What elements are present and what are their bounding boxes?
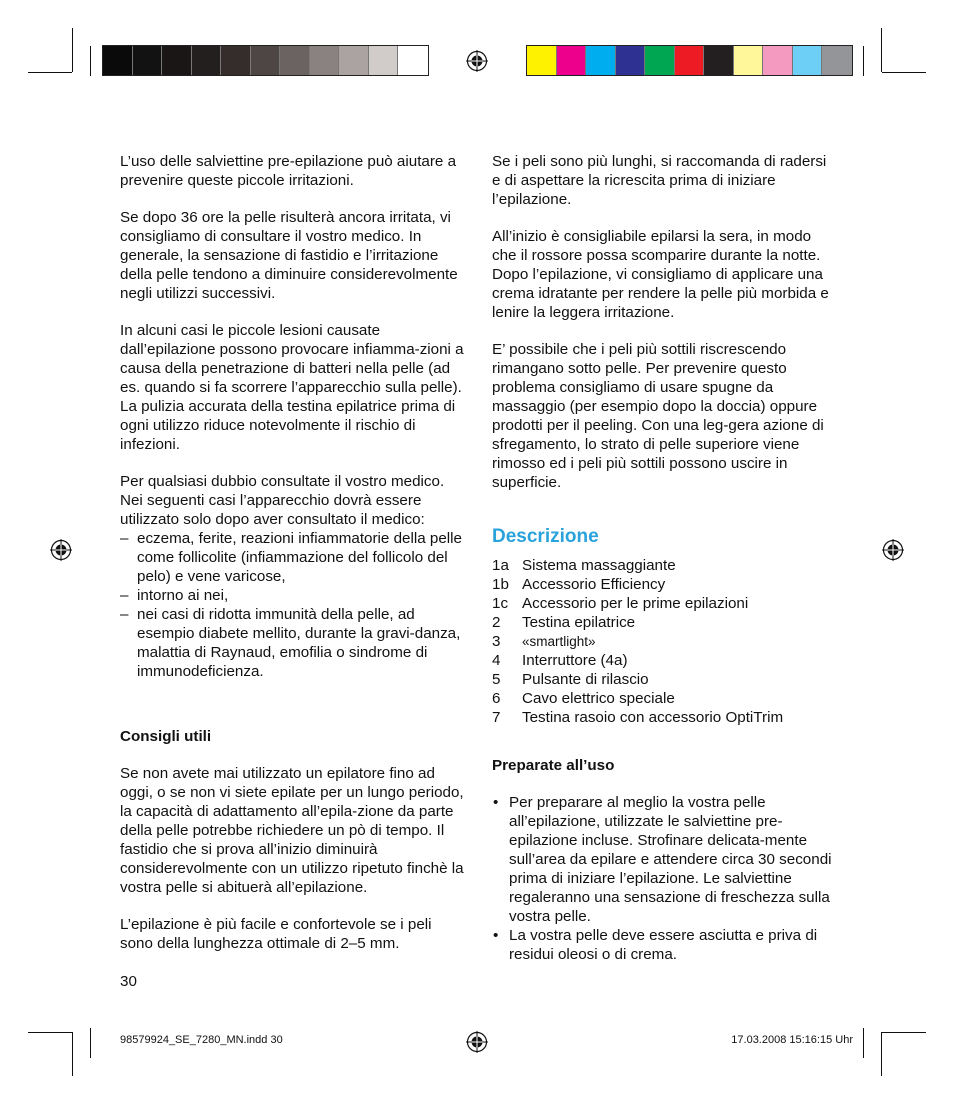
color-swatch xyxy=(398,46,428,75)
color-swatch xyxy=(527,46,557,75)
part-label: «smartlight» xyxy=(522,634,596,649)
crop-mark xyxy=(882,72,926,73)
part-number: 1a xyxy=(492,557,509,574)
part-label: Accessorio per le prime epilazioni xyxy=(522,595,749,612)
preparation-list xyxy=(492,793,837,964)
part-number: 2 xyxy=(492,614,501,631)
crop-mark xyxy=(90,1028,91,1058)
paragraph: Se non avete mai utilizzato un epilatore fino ad oggi, o se non vi siete epilate per un lungo periodo, la capacità di adattamento all’epila-zione da parte della pelle potrebbe richiedere un pò di tempo. Il fastidio che si prova all’inizio diminuirà considerevolmente con un utilizzo ripetuto finchè la vostra pelle si abituerà all’epilazione. xyxy=(120,765,464,896)
part-number: 1c xyxy=(492,595,509,612)
list-item xyxy=(492,613,837,632)
crop-mark xyxy=(881,1032,882,1076)
crop-mark xyxy=(72,28,73,72)
list-item: – nei casi di ridotta immunità della pelle, ad esempio diabete mellito, durante la gravi-danza, malattia di Raynaud, emofilia o sindrome di immunodeficienza. xyxy=(120,605,465,681)
list-item xyxy=(492,708,837,727)
color-swatch xyxy=(822,46,852,75)
right-column xyxy=(492,152,837,964)
list-item: • La vostra pelle deve essere asciutta e priva di residui oleosi o di crema. xyxy=(492,926,837,964)
parts-list xyxy=(492,556,837,727)
color-swatch xyxy=(793,46,823,75)
color-swatch xyxy=(103,46,133,75)
color-swatch xyxy=(133,46,163,75)
crop-mark xyxy=(863,46,864,76)
part-label: Sistema massaggiante xyxy=(522,557,676,574)
paragraph: Se i peli sono più lunghi, si raccomanda di radersi e di aspettare la ricrescita prima di iniziare l’epilazione. xyxy=(492,153,827,208)
part-label: Testina epilatrice xyxy=(522,614,636,631)
list-item: • Per preparare al meglio la vostra pelle all’epilazione, utilizzate le salviettine pre-epilazione incluse. Strofinare delicata-mente sull’area da epilare e attendere circa 30 secondi prima di iniziare l’epilazione. Le salviettine regaleranno una sensazione di freschezza sulla vostra pelle. xyxy=(492,793,837,926)
paragraph: L’uso delle salviettine pre-epilazione può aiutare a prevenire queste piccole irritazioni. xyxy=(120,153,457,189)
list-item xyxy=(492,556,837,575)
part-label: Pulsante di rilascio xyxy=(522,671,649,688)
crop-mark xyxy=(863,1028,864,1058)
part-number: 4 xyxy=(492,652,501,669)
color-swatch xyxy=(557,46,587,75)
registration-mark-icon xyxy=(466,1031,488,1053)
color-swatch xyxy=(251,46,281,75)
color-swatch xyxy=(162,46,192,75)
part-label: Testina rasoio con accessorio OptiTrim xyxy=(522,709,784,726)
list-item xyxy=(492,670,837,689)
crop-mark xyxy=(881,28,882,72)
crop-mark xyxy=(28,72,72,73)
registration-mark-icon xyxy=(466,50,488,72)
crop-mark xyxy=(28,1032,72,1033)
paragraph: All’inizio è consigliabile epilarsi la sera, in modo che il rossore possa scomparire durante la notte. Dopo l’epilazione, vi consigliamo di applicare una crema idratante per rendere la pelle più morbida e lenire la leggera irritazione. xyxy=(492,228,829,321)
left-column xyxy=(120,152,465,971)
footer-filename: 98579924_SE_7280_MN.indd 30 xyxy=(120,1034,283,1046)
color-swatch xyxy=(616,46,646,75)
subheading-preparation: Preparate all’uso xyxy=(492,757,615,774)
list-item xyxy=(492,632,837,651)
section-title: Descrizione xyxy=(492,526,599,547)
color-swatch xyxy=(675,46,705,75)
color-swatch xyxy=(734,46,764,75)
color-swatch xyxy=(645,46,675,75)
color-swatch xyxy=(280,46,310,75)
crop-mark xyxy=(72,1032,73,1076)
list-item xyxy=(492,575,837,594)
paragraph: In alcuni casi le piccole lesioni causate dall’epilazione possono provocare infiamma-zioni a causa della penetrazione di batteri nella pelle (ad es. quando si fa scorrere l’apparecchio sulla pelle). La pulizia accurata della testina epilatrice prima di ogni utilizzo riduce notevolmente il rischio di infezioni. xyxy=(120,322,464,453)
color-swatch xyxy=(763,46,793,75)
process-color-bar xyxy=(526,45,853,76)
paragraph: Per qualsiasi dubbio consultate il vostro medico. Nei seguenti casi l’apparecchio dovrà essere utilizzato solo dopo aver consultato il medico: xyxy=(120,473,445,528)
registration-mark-icon xyxy=(50,539,72,561)
page-number: 30 xyxy=(120,973,137,990)
color-swatch xyxy=(704,46,734,75)
list-item: – eczema, ferite, reazioni infiammatorie della pelle come follicolite (infiammazione del follicolo del pelo) e vene varicose, xyxy=(120,529,465,586)
part-number: 6 xyxy=(492,690,501,707)
paragraph: Se dopo 36 ore la pelle risulterà ancora irritata, vi consigliamo di consultare il vostro medico. In generale, la sensazione di fastidio e l’irritazione della pelle tendono a diminuire considerevolmente negli utilizzi successivi. xyxy=(120,209,458,302)
part-number: 1b xyxy=(492,576,509,593)
part-label: Cavo elettrico speciale xyxy=(522,690,675,707)
crop-mark xyxy=(90,46,91,76)
crop-mark xyxy=(882,1032,926,1033)
list-item xyxy=(492,651,837,670)
color-swatch xyxy=(221,46,251,75)
grayscale-color-bar xyxy=(102,45,429,76)
color-swatch xyxy=(339,46,369,75)
contraindication-list xyxy=(120,529,465,681)
part-label: Accessorio Efficiency xyxy=(522,576,666,593)
color-swatch xyxy=(369,46,399,75)
registration-mark-icon xyxy=(882,539,904,561)
paragraph: L’epilazione è più facile e confortevole se i peli sono della lunghezza ottimale di 2–5 mm. xyxy=(120,916,432,952)
list-item xyxy=(492,594,837,613)
list-item: – intorno ai nei, xyxy=(120,586,465,605)
part-number: 7 xyxy=(492,709,501,726)
part-label: Interruttore (4a) xyxy=(522,652,628,669)
color-swatch xyxy=(310,46,340,75)
footer-timestamp: 17.03.2008 15:16:15 Uhr xyxy=(731,1034,853,1046)
paragraph: E’ possibile che i peli più sottili riscrescendo rimangano sotto pelle. Per prevenire questo problema consigliamo di usare spugne da massaggio (per esempio dopo la doccia) oppure prodotti per il peeling. Con una leg-gera azione di sfregamento, lo strato di pelle superiore viene rimosso ed i peli più sottili possono uscire in superficie. xyxy=(492,341,824,491)
list-item xyxy=(492,689,837,708)
color-swatch xyxy=(192,46,222,75)
subheading-tips: Consigli utili xyxy=(120,728,212,745)
part-number: 5 xyxy=(492,671,501,688)
color-swatch xyxy=(586,46,616,75)
part-number: 3 xyxy=(492,633,501,650)
